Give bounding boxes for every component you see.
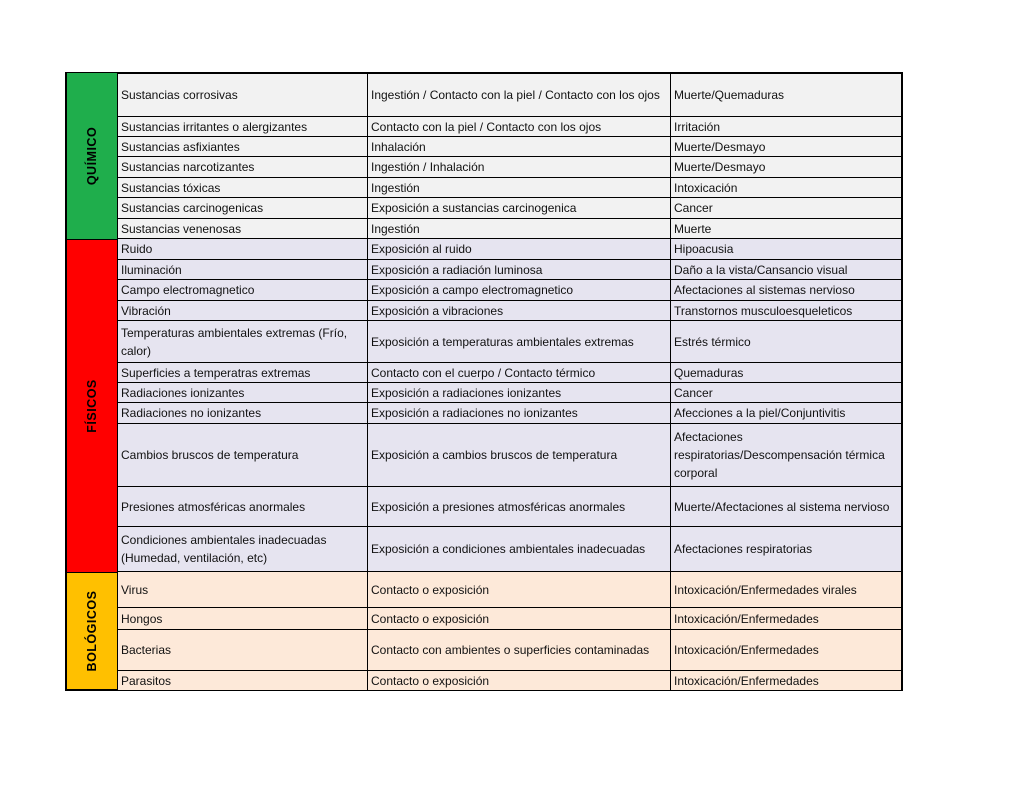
effect-cell: Afectaciones al sistemas nervioso (670, 280, 903, 301)
group-band-fisicos (65, 239, 117, 572)
risk-factor-cell: Parasitos (117, 671, 367, 691)
table-row (117, 630, 903, 671)
exposure-cell: Exposición a campo electromagnetico (367, 280, 670, 301)
exposure-cell: Contacto o exposición (367, 608, 670, 630)
table-row (117, 487, 903, 527)
table-row (117, 178, 903, 198)
exposure-cell: Exposición a radiación luminosa (367, 260, 670, 280)
exposure-cell: Contacto o exposición (367, 572, 670, 608)
table-row (117, 239, 903, 260)
effect-cell: Muerte (670, 219, 903, 239)
table-row (117, 301, 903, 321)
risk-factor-cell: Superficies a temperatras extremas (117, 363, 367, 383)
exposure-cell: Ingestión (367, 178, 670, 198)
risk-factor-cell: Sustancias carcinogenicas (117, 198, 367, 219)
exposure-cell: Ingestión (367, 219, 670, 239)
exposure-cell: Contacto con el cuerpo / Contacto térmico (367, 363, 670, 383)
risk-factor-cell: Iluminación (117, 260, 367, 280)
table-row (117, 383, 903, 403)
effect-cell: Daño a la vista/Cansancio visual (670, 260, 903, 280)
table-row (117, 321, 903, 363)
effect-cell: Muerte/Desmayo (670, 157, 903, 178)
exposure-cell: Exposición a radiaciones no ionizantes (367, 403, 670, 424)
group-band-quimico (65, 72, 117, 239)
effect-cell: Hipoacusia (670, 239, 903, 260)
risk-factor-cell: Campo electromagnetico (117, 280, 367, 301)
table-row (117, 198, 903, 219)
group-label-quimico: QUÍMICO (85, 126, 99, 186)
exposure-cell: Exposición a temperaturas ambientales extremas (367, 321, 670, 363)
exposure-cell: Exposición a sustancias carcinogenica (367, 198, 670, 219)
group-band-biologicos (65, 572, 117, 691)
effect-cell: Transtornos musculoesqueleticos (670, 301, 903, 321)
risk-factor-cell: Ruido (117, 239, 367, 260)
risk-factor-cell: Radiaciones no ionizantes (117, 403, 367, 424)
exposure-cell: Exposición a condiciones ambientales inadecuadas (367, 527, 670, 572)
table-row (117, 363, 903, 383)
exposure-cell: Exposición a radiaciones ionizantes (367, 383, 670, 403)
table-row (117, 280, 903, 301)
effect-cell: Intoxicación/Enfermedades (670, 608, 903, 630)
risk-factor-cell: Hongos (117, 608, 367, 630)
effect-cell: Cancer (670, 383, 903, 403)
table-row (117, 424, 903, 487)
risk-factor-cell: Sustancias corrosivas (117, 72, 367, 117)
group-label-biologicos: BOLÓGICOS (85, 590, 99, 672)
exposure-cell: Exposición a presiones atmosféricas anormales (367, 487, 670, 527)
effect-cell: Intoxicación (670, 178, 903, 198)
effect-cell: Muerte/Desmayo (670, 137, 903, 157)
group-label-fisicos: FÍSICOS (85, 379, 99, 433)
table-row (117, 117, 903, 137)
effect-cell: Afecciones a la piel/Conjuntivitis (670, 403, 903, 424)
effect-cell: Afectaciones respiratorias (670, 527, 903, 572)
table-row (117, 72, 903, 117)
risk-factor-cell: Sustancias irritantes o alergizantes (117, 117, 367, 137)
exposure-cell: Exposición a cambios bruscos de temperatura (367, 424, 670, 487)
table-row (117, 671, 903, 691)
risk-factor-cell: Presiones atmosféricas anormales (117, 487, 367, 527)
table-row (117, 260, 903, 280)
risk-factor-cell: Sustancias asfixiantes (117, 137, 367, 157)
effect-cell: Afectaciones respiratorias/Descompensación térmica corporal (670, 424, 903, 487)
table-row (117, 572, 903, 608)
exposure-cell: Ingestión / Contacto con la piel / Contacto con los ojos (367, 72, 670, 117)
effect-cell: Estrés térmico (670, 321, 903, 363)
exposure-cell: Exposición al ruido (367, 239, 670, 260)
table-row (117, 137, 903, 157)
exposure-cell: Inhalación (367, 137, 670, 157)
effect-cell: Intoxicación/Enfermedades (670, 671, 903, 691)
risk-factor-cell: Vibración (117, 301, 367, 321)
effect-cell: Quemaduras (670, 363, 903, 383)
risk-factor-cell: Sustancias venenosas (117, 219, 367, 239)
exposure-cell: Contacto o exposición (367, 671, 670, 691)
risk-factor-cell: Temperaturas ambientales extremas (Frío, calor) (117, 321, 367, 363)
table-row (117, 608, 903, 630)
exposure-cell: Contacto con ambientes o superficies contaminadas (367, 630, 670, 671)
table-row (117, 527, 903, 572)
effect-cell: Cancer (670, 198, 903, 219)
effect-cell: Intoxicación/Enfermedades (670, 630, 903, 671)
table-row (117, 219, 903, 239)
effect-cell: Muerte/Quemaduras (670, 72, 903, 117)
exposure-cell: Exposición a vibraciones (367, 301, 670, 321)
exposure-cell: Contacto con la piel / Contacto con los ojos (367, 117, 670, 137)
risk-factor-cell: Sustancias narcotizantes (117, 157, 367, 178)
risk-factor-cell: Condiciones ambientales inadecuadas (Humedad, ventilación, etc) (117, 527, 367, 572)
risk-factor-cell: Virus (117, 572, 367, 608)
table-row (117, 403, 903, 424)
effect-cell: Irritación (670, 117, 903, 137)
effect-cell: Muerte/Afectaciones al sistema nervioso (670, 487, 903, 527)
risk-factor-cell: Cambios bruscos de temperatura (117, 424, 367, 487)
risk-factor-cell: Bacterias (117, 630, 367, 671)
risk-factor-cell: Radiaciones ionizantes (117, 383, 367, 403)
table-row (117, 157, 903, 178)
exposure-cell: Ingestión / Inhalación (367, 157, 670, 178)
risk-factor-cell: Sustancias tóxicas (117, 178, 367, 198)
effect-cell: Intoxicación/Enfermedades virales (670, 572, 903, 608)
